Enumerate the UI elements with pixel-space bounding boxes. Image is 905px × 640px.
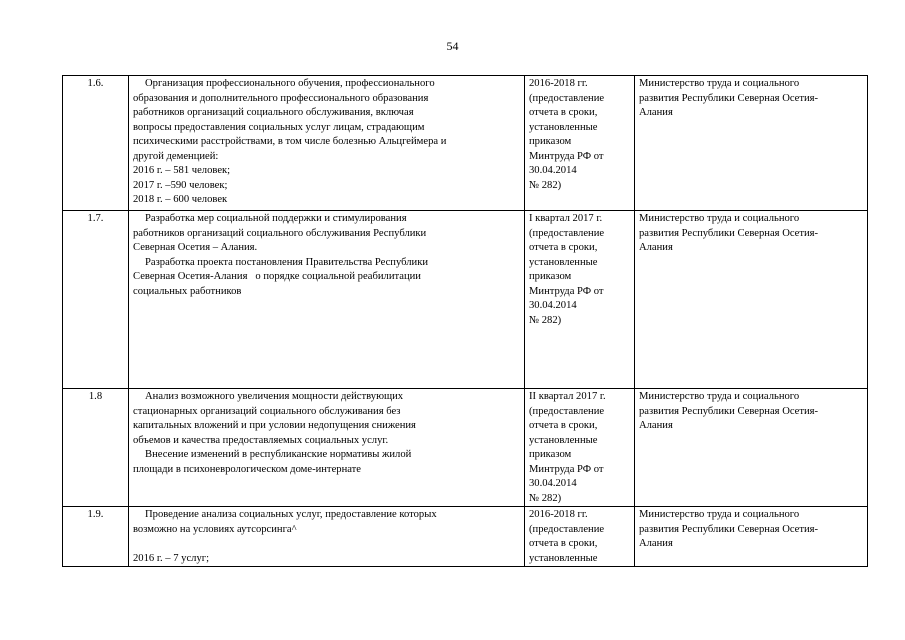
term-cell <box>525 389 635 507</box>
activity-line: Внесение изменений в республиканские нормативы жилой <box>145 449 412 460</box>
activity-line: Разработка проекта постановления Правительства Республики <box>145 256 429 268</box>
table-row <box>63 76 868 211</box>
activity-line: возможно на условиях аутсорсинга^ <box>133 523 297 535</box>
responsible-line: Алания <box>639 420 673 431</box>
responsible-line: Алания <box>639 538 673 549</box>
activity-line: 2016 г. – 581 человек; <box>133 165 231 176</box>
responsible-line: развития Республики Северная Осетия- <box>639 523 819 535</box>
item-number: 1.7. <box>63 211 129 389</box>
term-line: отчета в сроки, <box>529 107 598 118</box>
responsible-line: Министерство труда и социального <box>639 509 800 520</box>
responsible-cell <box>635 507 868 567</box>
page-number: 54 <box>446 39 459 53</box>
responsible-cell <box>635 389 868 507</box>
activity-line: другой деменцией: <box>133 150 219 162</box>
activity-line: объемов и качества предоставляемых социальных услуг. <box>133 434 389 446</box>
term-line: отчета в сроки, <box>529 420 598 431</box>
table-row <box>63 211 868 389</box>
activity-line: площади в психоневрологическом доме-интернате <box>133 463 361 475</box>
term-line: отчета в сроки, <box>529 242 598 253</box>
term-line: № 282) <box>529 492 562 504</box>
activity-line: Организация профессионального обучения, профессионального <box>145 78 435 89</box>
table-row <box>63 507 868 567</box>
term-line: приказом <box>529 136 572 147</box>
term-cell <box>525 507 635 567</box>
activity-line: стационарных организаций социального обслуживания без <box>133 405 401 417</box>
item-number: 1.9. <box>63 507 129 567</box>
term-line: (предоставление <box>529 523 605 535</box>
term-line: приказом <box>529 449 572 460</box>
responsible-line: Министерство труда и социального <box>639 391 800 402</box>
term-line: № 282) <box>529 179 562 191</box>
activity-line: 2017 г. –590 человек; <box>133 179 228 191</box>
activity-line: Анализ возможного увеличения мощности действующих <box>145 391 404 402</box>
activity-line: вопросы предоставления социальных услуг лицам, страдающим <box>133 121 425 133</box>
term-line: установленные <box>529 256 598 268</box>
responsible-line: Министерство труда и социального <box>639 78 800 89</box>
term-line: (предоставление <box>529 92 605 104</box>
activity-line: 2016 г. – 7 услуг; <box>133 552 210 564</box>
plan-table <box>62 75 868 567</box>
activity-line: работников организаций социального обслуживания, включая <box>133 107 414 118</box>
term-line: 30.04.2014 <box>529 165 577 176</box>
activity-line: социальных работников <box>133 285 242 297</box>
term-line: 30.04.2014 <box>529 478 577 489</box>
term-line: 30.04.2014 <box>529 300 577 311</box>
term-line: II квартал 2017 г. <box>529 391 606 402</box>
term-line: (предоставление <box>529 227 605 239</box>
responsible-line: развития Республики Северная Осетия- <box>639 92 819 104</box>
responsible-cell <box>635 76 868 211</box>
term-line: Минтруда РФ от <box>529 150 604 162</box>
term-line: 2016-2018 гг. <box>529 78 588 89</box>
term-line: приказом <box>529 271 572 282</box>
term-line: установленные <box>529 121 598 133</box>
term-cell <box>525 76 635 211</box>
activity-cell <box>129 389 525 507</box>
term-line: Минтруда РФ от <box>529 463 604 475</box>
activity-line <box>133 537 520 552</box>
term-cell <box>525 211 635 389</box>
activity-line: капитальных вложений и при условии недопущения снижения <box>133 420 416 431</box>
responsible-line: Министерство труда и социального <box>639 213 800 224</box>
activity-line: работников организаций социального обслуживания Республики <box>133 227 427 239</box>
activity-line: Северная Осетия – Алания. <box>133 242 258 253</box>
activity-cell <box>129 211 525 389</box>
activity-line: психическими расстройствами, в том числе болезнью Альцгеймера и <box>133 136 447 147</box>
item-number: 1.6. <box>63 76 129 211</box>
term-line: I квартал 2017 г. <box>529 213 603 224</box>
term-line: Минтруда РФ от <box>529 285 604 297</box>
activity-line: 2018 г. – 600 человек <box>133 194 228 205</box>
activity-cell <box>129 507 525 567</box>
term-line: отчета в сроки, <box>529 538 598 549</box>
activity-line: Разработка мер социальной поддержки и стимулирования <box>145 213 407 224</box>
term-line: установленные <box>529 434 598 446</box>
responsible-cell <box>635 211 868 389</box>
activity-line: образования и дополнительного профессионального образования <box>133 92 429 104</box>
responsible-line: Алания <box>639 242 673 253</box>
activity-line: Северная Осетия-Алания о порядке социальной реабилитации <box>133 271 421 282</box>
responsible-line: развития Республики Северная Осетия- <box>639 227 819 239</box>
activity-line: Проведение анализа социальных услуг, предоставление которых <box>145 509 437 520</box>
table-row <box>63 389 868 507</box>
term-line: установленные <box>529 552 598 564</box>
term-line: 2016-2018 гг. <box>529 509 588 520</box>
activity-cell <box>129 76 525 211</box>
responsible-line: Алания <box>639 107 673 118</box>
responsible-line: развития Республики Северная Осетия- <box>639 405 819 417</box>
term-line: (предоставление <box>529 405 605 417</box>
term-line: № 282) <box>529 314 562 326</box>
item-number: 1.8 <box>63 389 129 507</box>
